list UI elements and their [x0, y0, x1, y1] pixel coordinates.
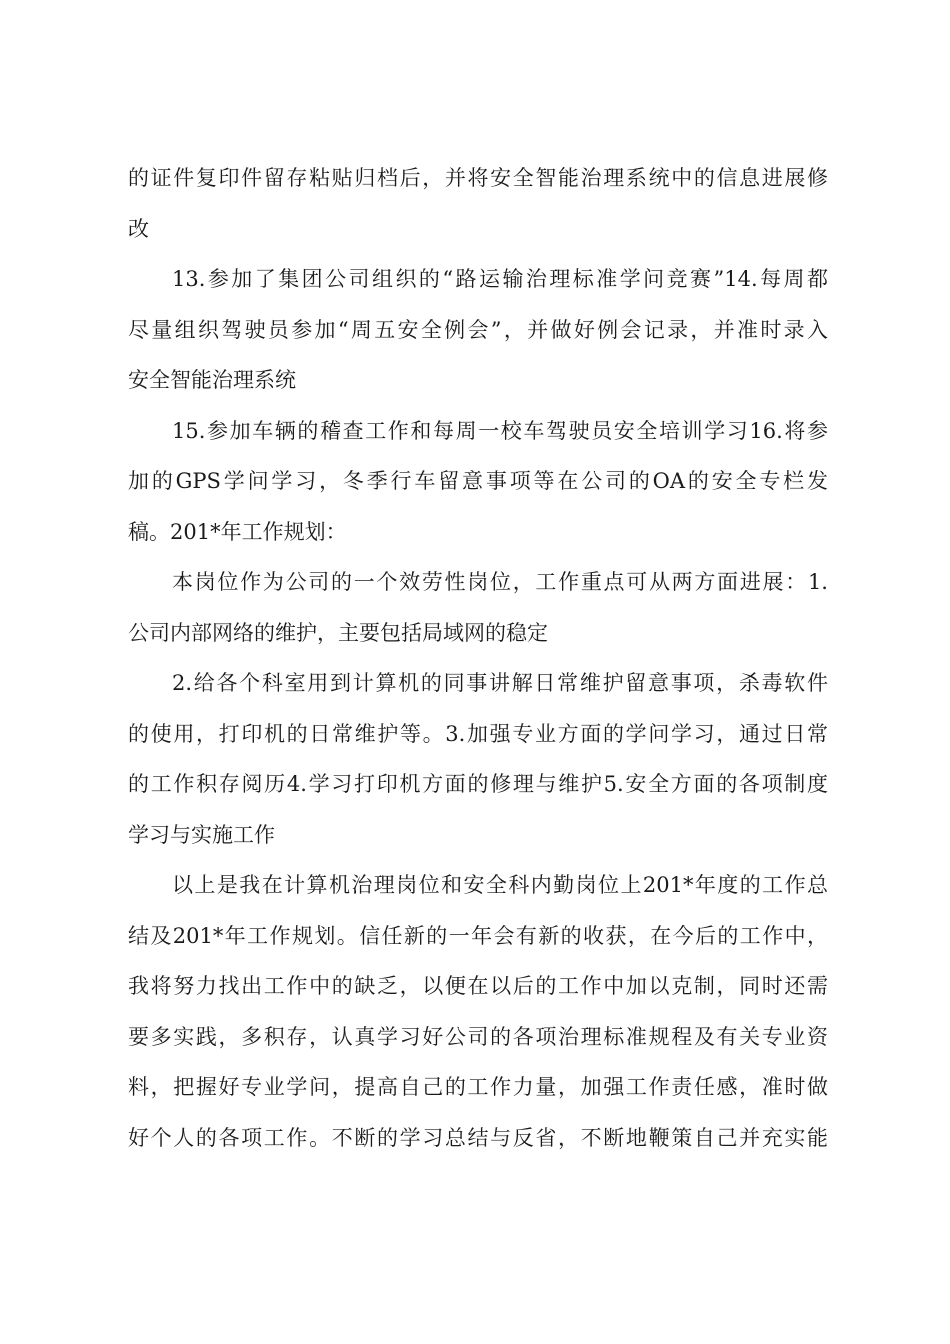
- text-line: 的工作积存阅历4.学习打印机方面的修理与维护5.安全方面的各项制度: [128, 772, 828, 796]
- text-line: 学习与实施工作: [128, 822, 275, 847]
- paragraph-4: [128, 557, 828, 658]
- paragraph-5: [128, 658, 828, 860]
- text-line: 尽量组织驾驶员参加“周五安全例会”，并做好例会记录，并准时录入: [128, 317, 828, 342]
- text-line: 公司内部网络的维护，主要包括局域网的稳定: [128, 620, 548, 645]
- text-line: 加的GPS学问学习，冬季行车留意事项等在公司的OA的安全专栏发: [128, 469, 828, 493]
- text-line: 料，把握好专业学问，提高自己的工作力量，加强工作责任感，准时做: [128, 1075, 828, 1099]
- text-line: 2.给各个科室用到计算机的同事讲解日常维护留意事项，杀毒软件: [172, 671, 828, 695]
- text-line: 结及201*年工作规划。信任新的一年会有新的收获，在今后的工作中，: [128, 923, 828, 948]
- text-line: 改: [128, 216, 149, 241]
- text-line: 以上是我在计算机治理岗位和安全科内勤岗位上201*年度的工作总: [172, 873, 828, 897]
- text-line: 的使用，打印机的日常维护等。3.加强专业方面的学问学习，通过日常: [128, 721, 828, 746]
- text-line: 稿。201*年工作规划：: [128, 519, 347, 544]
- text-line: 我将努力找出工作中的缺乏，以便在以后的工作中加以克制，同时还需: [128, 974, 828, 998]
- text-line: 的证件复印件留存粘贴归档后，并将安全智能治理系统中的信息进展修: [128, 166, 828, 190]
- text-line: 好个人的各项工作。不断的学习总结与反省，不断地鞭策自己并充实能: [128, 1125, 828, 1150]
- paragraph-1: [128, 153, 828, 254]
- document-body: [128, 153, 828, 1163]
- paragraph-2: [128, 254, 828, 406]
- text-line: 要多实践，多积存，认真学习好公司的各项治理标准规程及有关专业资: [128, 1024, 828, 1049]
- paragraph-6: [128, 860, 828, 1163]
- text-line: 13.参加了集团公司组织的“路运输治理标准学问竞赛”14.每周都: [172, 267, 828, 291]
- paragraph-3: [128, 406, 828, 558]
- text-line: 15.参加车辆的稽查工作和每周一校车驾驶员安全培训学习16.将参: [172, 418, 828, 443]
- text-line: 安全智能治理系统: [128, 368, 296, 392]
- text-line: 本岗位作为公司的一个效劳性岗位，工作重点可从两方面进展：1.: [172, 570, 828, 594]
